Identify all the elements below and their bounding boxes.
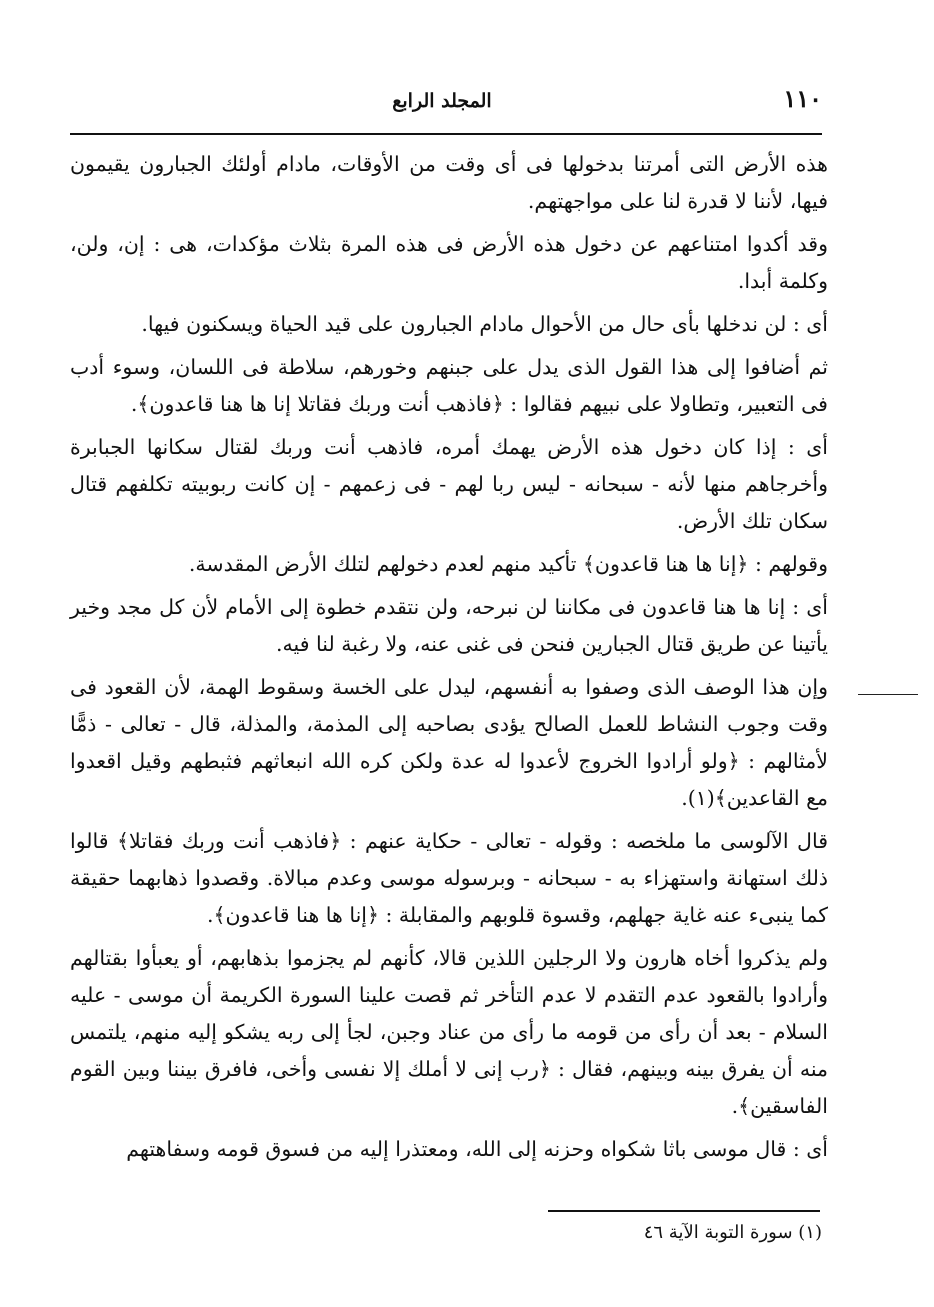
footnote: (١) سورة التوبة الآية ٤٦ (643, 1222, 822, 1243)
footnote-divider (548, 1210, 820, 1212)
paragraph: وقولهم : ﴿إنا ها هنا قاعدون﴾ تأكيد منهم لعدم دخولهم لتلك الأرض المقدسة. (188, 552, 828, 576)
header-divider (70, 133, 822, 135)
paragraph: أى : قال موسى باثا شكواه وحزنه إلى الله، ومعتذرا إليه من فسوق قومه وسفاهتهم (126, 1137, 828, 1161)
paragraph: وإن هذا الوصف الذى وصفوا به أنفسهم، ليدل على الخسة وسقوط الهمة، لأن القعود فى وقت وجوب النشاط للعمل الصالح يؤدى بصاحبه إلى المذمة، والمذلة، قال - تعالى - ذمًّا لأمثالهم : ﴿ولو أرادوا الخروج لأعدوا له عدة ولكن كره الله انبعاثهم فثبطهم وقيل اقعدوا مع القاعدين﴾(١). (70, 675, 828, 810)
main-text (70, 146, 828, 1174)
paragraph: أى : إذا كان دخول هذه الأرض يهمك أمره، فاذهب أنت وربك لقتال سكانها الجبابرة وأخرجاهم منها لأنه - سبحانه - ليس ربا لهم - فى زعمهم - إن كانت ربوبيته تكلفهم قتال سكان تلك الأرض. (70, 435, 828, 533)
paragraph: أى : لن ندخلها بأى حال من الأحوال مادام الجبارون على قيد الحياة ويسكنون فيها. (141, 312, 828, 336)
margin-mark (858, 694, 918, 695)
paragraph: ثم أضافوا إلى هذا القول الذى يدل على جبنهم وخورهم، سلاطة فى اللسان، وسوء أدب فى التعبير، وتطاولا على نبيهم فقالوا : ﴿فاذهب أنت وربك فقاتلا إنا ها هنا قاعدون﴾. (70, 355, 828, 416)
page-number: ١١٠ (783, 84, 822, 113)
paragraph: وقد أكدوا امتناعهم عن دخول هذه الأرض فى هذه المرة بثلاث مؤكدات، هى : إن، ولن، وكلمة أبدا. (70, 232, 828, 293)
paragraph: قال الآلوسى ما ملخصه : وقوله - تعالى - حكاية عنهم : ﴿فاذهب أنت وربك فقاتلا﴾ قالوا ذلك استهانة واستهزاء به - سبحانه - وبرسوله موسى وعدم مبالاة. وقصدوا ذهابهما حقيقة كما ينبىء عنه غاية جهلهم، وقسوة قلوبهم والمقابلة : ﴿إنا ها هنا قاعدون﴾. (70, 829, 828, 927)
volume-title: المجلد الرابع (392, 90, 492, 112)
paragraph: هذه الأرض التى أمرتنا بدخولها فى أى وقت من الأوقات، مادام أولئك الجبارون يقيمون فيها، لأننا لا قدرة لنا على مواجهتهم. (70, 152, 828, 213)
page-header (62, 84, 822, 124)
paragraph: ولم يذكروا أخاه هارون ولا الرجلين اللذين قالا، كأنهم لم يجزموا بذهابهم، أو يعبأوا بقتالهم وأرادوا بالقعود عدم التقدم لا عدم التأخر ثم قصت علينا السورة الكريمة أن موسى - عليه السلام - بعد أن رأى من قومه ما رأى من عناد وجبن، لجأ إلى ربه يشكو إليه منهم، يلتمس منه أن يفرق بينه وبينهم، فقال : ﴿رب إنى لا أملك إلا نفسى وأخى، فافرق بيننا وبين القوم الفاسقين﴾. (70, 946, 828, 1118)
paragraph: أى : إنا ها هنا قاعدون فى مكاننا لن نبرحه، ولن نتقدم خطوة إلى الأمام لأن كل مجد وخير يأتينا عن طريق قتال الجبارين فنحن فى غنى عنه، ولا رغبة لنا فيه. (70, 595, 828, 656)
